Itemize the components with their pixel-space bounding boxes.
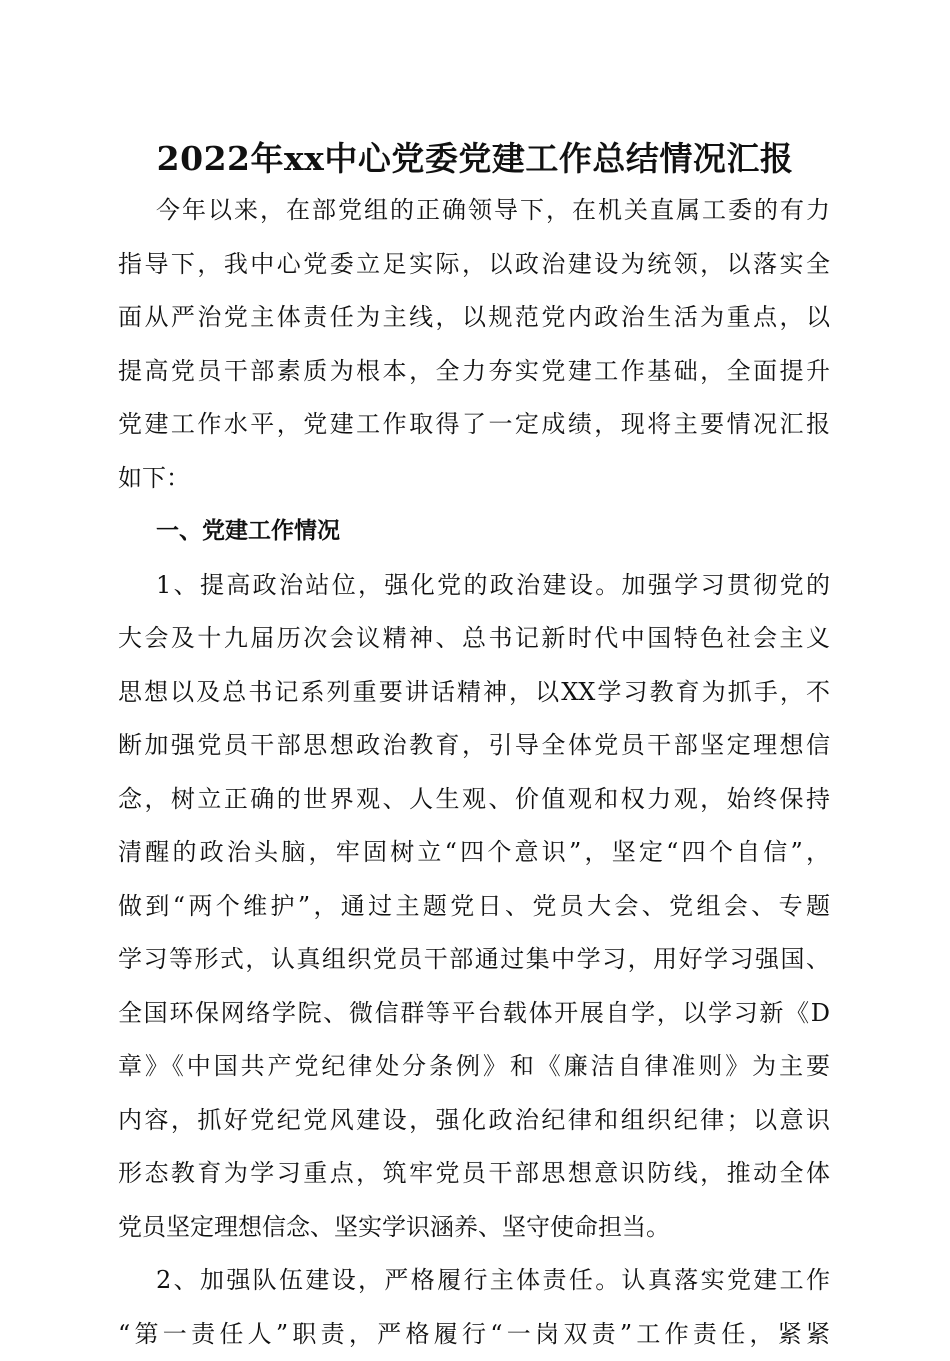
text-line: 章》《中国共产党纪律处分条例》和《廉洁自律准则》为主要 bbox=[118, 1040, 830, 1094]
text-line: 形态教育为学习重点，筑牢党员干部思想意识防线，推动全体 bbox=[118, 1147, 830, 1201]
text-line: 做到“两个维护”，通过主题党日、党员大会、党组会、专题 bbox=[118, 880, 830, 934]
text-line: 大会及十九届历次会议精神、总书记新时代中国特色社会主义 bbox=[118, 612, 830, 666]
text-line: “第一责任人”职责，严格履行“一岗双责”工作责任，紧紧 bbox=[118, 1308, 830, 1361]
text-line: 党建工作水平，党建工作取得了一定成绩，现将主要情况汇报 bbox=[118, 398, 830, 452]
text-line: 全国环保网络学院、微信群等平台载体开展自学，以学习新《D bbox=[118, 987, 830, 1041]
text-line: 党员坚定理想信念、坚实学识涵养、坚守使命担当。 bbox=[118, 1201, 830, 1255]
text-line: 念，树立正确的世界观、人生观、价值观和权力观，始终保持 bbox=[118, 773, 830, 827]
text-line: 学习等形式，认真组织党员干部通过集中学习，用好学习强国、 bbox=[118, 933, 830, 987]
text-line: 如下： bbox=[118, 452, 830, 506]
text-line: 内容，抓好党纪党风建设，强化政治纪律和组织纪律；以意识 bbox=[118, 1094, 830, 1148]
text-line: 2、加强队伍建设，严格履行主体责任。认真落实党建工作 bbox=[118, 1254, 830, 1308]
text-line: 今年以来，在部党组的正确领导下，在机关直属工委的有力 bbox=[118, 184, 830, 238]
text-line: 提高党员干部素质为根本，全力夯实党建工作基础，全面提升 bbox=[118, 345, 830, 399]
text-line: 指导下，我中心党委立足实际，以政治建设为统领，以落实全 bbox=[118, 238, 830, 292]
text-line: 面从严治党主体责任为主线，以规范党内政治生活为重点，以 bbox=[118, 291, 830, 345]
text-line: 1、提高政治站位，强化党的政治建设。加强学习贯彻党的 bbox=[118, 559, 830, 613]
section-heading: 一、党建工作情况 bbox=[118, 505, 830, 559]
text-line: 思想以及总书记系列重要讲话精神，以XX学习教育为抓手，不 bbox=[118, 666, 830, 720]
text-line: 清醒的政治头脑，牢固树立“四个意识”，坚定“四个自信”， bbox=[118, 826, 830, 880]
document-title: 2022年xx中心党委党建工作总结情况汇报 bbox=[0, 136, 950, 182]
text-line: 断加强党员干部思想政治教育，引导全体党员干部坚定理想信 bbox=[118, 719, 830, 773]
intro-paragraph bbox=[118, 184, 830, 1361]
